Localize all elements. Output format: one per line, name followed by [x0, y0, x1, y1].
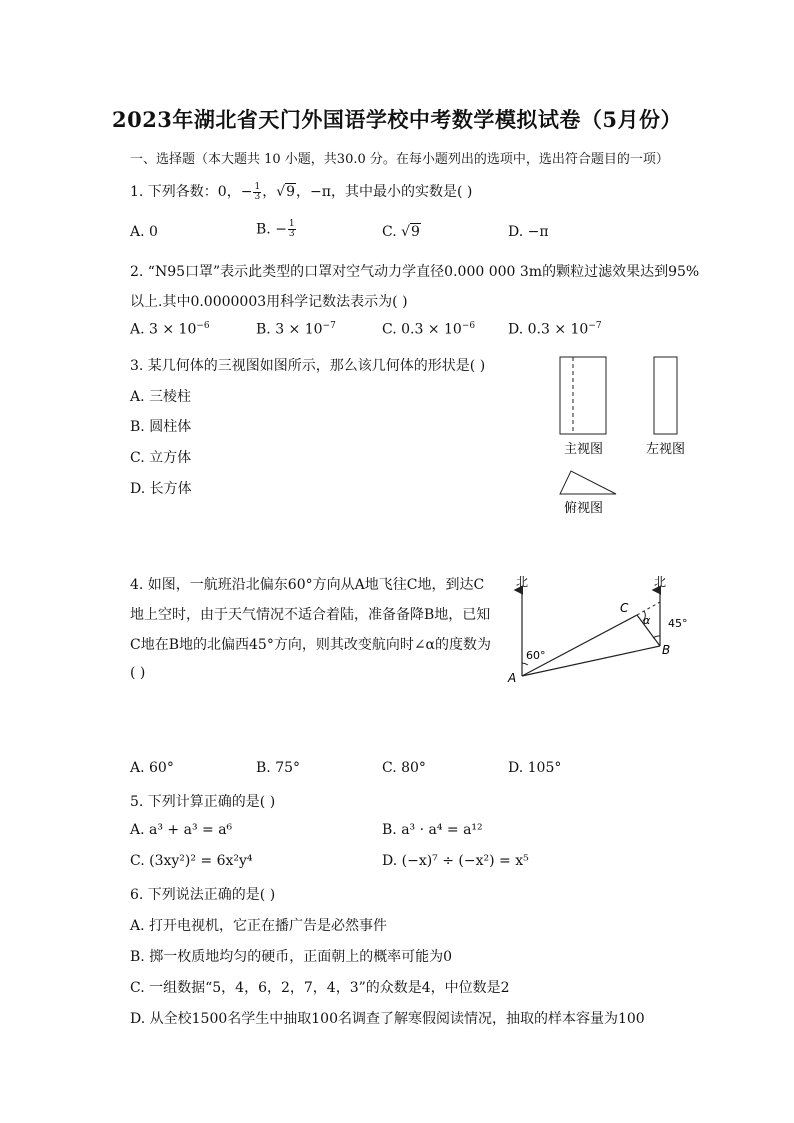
question-4-line1: 4. 如图，一航班沿北偏东60°方向从A地飞往C地，到达C [130, 577, 485, 593]
q4-option-c: C. 80° [382, 760, 426, 776]
question-2-line2: 以上.其中0.0000003用科学记数法表示为( ) [130, 294, 408, 310]
point-label-c: C [620, 601, 629, 615]
q2-d-base: D. 0.3 × 10 [508, 321, 589, 338]
north-label-b: 北 [654, 575, 667, 589]
q2-option-b [256, 321, 336, 338]
q1-sqrt-sym: √ [276, 184, 286, 200]
q5-option-a: A. a³ + a³ = a⁶ [130, 822, 233, 838]
q5-option-d: D. (−x)⁷ ÷ (−x²) = x⁵ [382, 853, 529, 869]
q1-c-sqrt [401, 224, 421, 240]
q2-b-exp: −7 [322, 321, 336, 331]
angle-arc-45 [653, 636, 660, 638]
route-a-to-c [522, 615, 637, 676]
q1-sqrt [276, 184, 296, 200]
angle-arc-60 [522, 663, 528, 665]
q2-a-exp: −6 [196, 321, 210, 331]
q1-frac-den: 3 [254, 191, 261, 202]
q2-c-exp: −6 [461, 321, 476, 331]
left-view-label: 左视图 [646, 442, 686, 457]
q4-option-b: B. 75° [256, 760, 301, 776]
question-1-stem [130, 181, 472, 202]
q3-option-d: D. 长方体 [130, 481, 192, 497]
q3-option-a: A. 三棱柱 [130, 389, 192, 405]
exam-title: 2023年湖北省天门外国语学校中考数学模拟试卷（5月份） [111, 107, 683, 132]
question-4-line3: C地在B地的北偏西45°方向，则其改变航向时∠α的度数为 [130, 637, 491, 653]
point-label-b: B [662, 643, 671, 657]
q2-c-base: C. 0.3 × 10 [382, 321, 462, 338]
question-6-stem: 6. 下列说法正确的是( ) [130, 887, 276, 903]
front-view-rect [560, 357, 606, 434]
left-view-rect [654, 357, 677, 434]
q1-option-d: D. −π [508, 224, 549, 240]
front-view-label: 主视图 [564, 442, 604, 457]
q1-b-fraction [288, 220, 296, 239]
q4-option-d: D. 105° [508, 760, 562, 776]
q1-option-c [382, 224, 421, 240]
question-2-line1: 2. “N95口罩”表示此类型的口罩对空气动力学直径0.000 000 3m的颗粒过滤效果达到95% [130, 264, 700, 280]
q1-frac-num: 1 [254, 181, 261, 192]
question-3-stem: 3. 某几何体的三视图如图所示，那么该几何体的形状是( ) [130, 358, 486, 374]
q3-option-c: C. 立方体 [130, 450, 192, 466]
q1-b-frac-den: 3 [288, 229, 295, 239]
question-5-stem: 5. 下列计算正确的是( ) [130, 794, 276, 810]
angle-label-45: 45° [668, 617, 688, 630]
point-label-a: A [508, 671, 517, 685]
q2-b-base: B. 3 × 10 [256, 321, 323, 338]
flight-route-figure [500, 570, 700, 690]
q1-stem-b: ， [262, 184, 277, 200]
question-4-line2: 地上空时，由于天气情况不适合着陆，准备备降B地，已知 [130, 607, 491, 623]
q6-option-c: C. 一组数据“5，4，6，2，7，4，3”的众数是4，中位数是2 [130, 980, 510, 996]
angle-label-alpha: α [643, 614, 651, 627]
section-heading: 一、选择题（本大题共 10 小题，共30.0 分。在每小题列出的选项中，选出符合题目的一项） [130, 152, 669, 167]
q2-option-c [382, 321, 475, 338]
q1-stem-a: 1. 下列各数：0，− [130, 184, 253, 200]
q4-option-a: A. 60° [130, 760, 174, 776]
q1-option-a: A. 0 [130, 224, 158, 240]
angle-label-60: 60° [526, 649, 546, 662]
three-view-figure [550, 350, 710, 520]
q2-option-d [508, 321, 602, 338]
top-view-triangle [560, 471, 616, 494]
q1-b-pre: B. − [256, 221, 287, 238]
q1-option-b [256, 220, 297, 239]
q5-option-c: C. (3xy²)² = 6x²y⁴ [130, 853, 253, 869]
q2-d-exp: −7 [588, 321, 602, 331]
q5-option-b: B. a³ · a⁴ = a¹² [382, 822, 483, 838]
question-4-line4: ( ) [130, 665, 146, 681]
q1-c-sqrt-val: 9 [411, 224, 420, 240]
q1-b-frac-num: 1 [288, 219, 295, 229]
north-label-a: 北 [516, 575, 529, 589]
q6-option-b: B. 掷一枚质地均匀的硬币，正面朝上的概率可能为0 [130, 949, 453, 965]
q1-fraction [253, 183, 261, 202]
q6-option-d: D. 从全校1500名学生中抽取100名调查了解寒假阅读情况，抽取的样本容量为100 [130, 1011, 645, 1027]
q2-a-base: A. 3 × 10 [130, 321, 197, 338]
q1-c-pre: C. [382, 224, 402, 240]
q1-c-sqrt-sym: √ [401, 224, 411, 240]
q2-option-a [130, 321, 210, 338]
q6-option-a: A. 打开电视机，它正在播广告是必然事件 [130, 918, 388, 934]
q1-stem-c: ，−π，其中最小的实数是( ) [296, 184, 473, 200]
top-view-label: 俯视图 [564, 501, 604, 516]
q3-option-b: B. 圆柱体 [130, 419, 192, 435]
q1-sqrt-val: 9 [286, 184, 296, 200]
